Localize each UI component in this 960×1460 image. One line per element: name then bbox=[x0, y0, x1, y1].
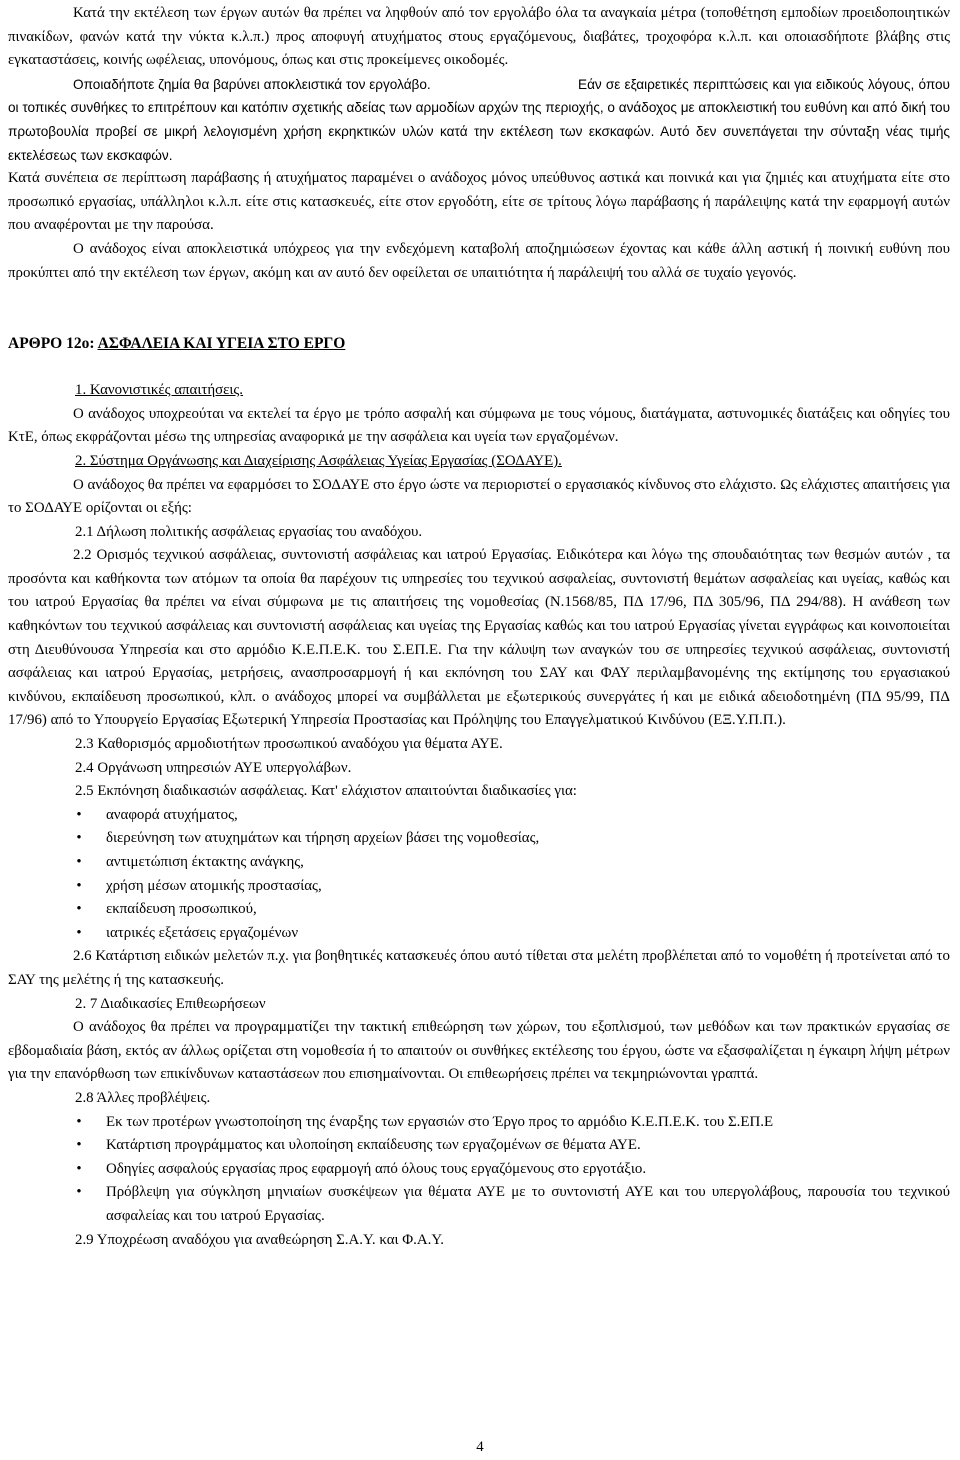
bullet-icon: • bbox=[76, 854, 82, 870]
section-2-7-heading: 2. 7 Διαδικασίες Επιθεωρήσεων bbox=[75, 995, 266, 1012]
section-1-text: Ο ανάδοχος υποχρεούται να εκτελεί τα έργο με τρόπο ασφαλή και σύμφωνα με τους νόμους, διατάγματα, αστυνομικές διατάξεις και οδηγίες του ΚτΕ, όπως εκφράζονται μέσω της υπηρεσίας αναφορικά με την ασφάλεια και υγεία των εργαζομένων. bbox=[8, 405, 950, 446]
paragraph-damage-liability: Οποιαδήποτε ζημία θα βαρύνει αποκλειστικά τον εργολάβο. bbox=[73, 76, 431, 92]
section-2-heading: 2. Σύστημα Οργάνωσης και Διαχείρισης Ασφάλειας Υγείας Εργασίας (ΣΟΔΑΥΕ). bbox=[75, 452, 562, 469]
section-2-7-text: Ο ανάδοχος θα πρέπει να προγραμματίζει την τακτική επιθεώρηση των χώρων, του εξοπλισμού, των μεθόδων και των πρακτικών εργασίας σε εβδομαδιαία βάση, εκτός αν άλλως ορίζεται στη νομοθεσία ή το απαιτούν οι συνθήκες εκτέλεσης του έργου, ώστε να εξασφαλίζεται η έγκαιρη λήψη μέτρων για την επανόρθωση των επικίνδυνων καταστάσεων που επισημαίνονται. Οι επιθεωρήσεις πρέπει να τεκμηριώνονται γραπτά. bbox=[8, 1019, 950, 1083]
bullet-icon: • bbox=[76, 830, 82, 847]
other-provisions-list bbox=[8, 1111, 950, 1229]
paragraph-safety-measures: Κατά την εκτέλεση των έργων αυτών θα πρέπει να ληφθούν από τον εργολάβο όλα τα αναγκαία μέτρα (τοποθέτηση εμποδίων προειδοποιητικών πινακίδων, φανών κατά την νύκτα κ.λ.π.) προς αποφυγή ατυχήματος στους εργαζόμενους, διαβάτες, τροχοφόρα κ.λ.π. και οποιασδήποτε βλάβης στις εγκαταστάσεις, κοινής ωφέλειας, υπονόμους, όπως και στις προκείμενες οικοδομές. bbox=[8, 5, 950, 69]
list-item: • Πρόβλεψη για σύγκληση μηνιαίων συσκέψεων για θέματα ΑΥΕ με το συντονιστή ΑΥΕ και του υπεργολάβους, παρουσία του τεχνικού ασφαλείας και του ιατρού Εργασίας. bbox=[8, 1181, 950, 1228]
list-item: • εκπαίδευση προσωπικού, bbox=[8, 898, 950, 922]
article-title: ΑΣΦΑΛΕΙΑ ΚΑΙ ΥΓΕΙΑ ΣΤΟ ΕΡΓΟ bbox=[97, 335, 346, 353]
section-2-6: 2.6 Κατάρτιση ειδικών μελετών π.χ. για βοηθητικές κατασκευές όπου αυτό τίθεται στα μελέτη προβλέπεται από το νομοθέτη ή προτείνεται από το ΣΑΥ της μελέτης ή της κατασκευής. bbox=[8, 948, 950, 988]
list-item: • Οδηγίες ασφαλούς εργασίας προς εφαρμογή από όλους τους εργαζόμενους στο εργοτάξιο. bbox=[8, 1158, 950, 1182]
list-item: • αναφορά ατυχήματος, bbox=[8, 804, 950, 828]
bullet-icon: • bbox=[76, 901, 82, 918]
page-number: 4 bbox=[476, 1439, 484, 1455]
section-2-5: 2.5 Εκπόνηση διαδικασιών ασφάλειας. Κατ' ελάχιστον απαιτούνται διαδικασίες για: bbox=[75, 783, 577, 800]
paragraph-consequences: Κατά συνέπεια σε περίπτωση παράβασης ή ατυχήματος παραμένει ο ανάδοχος μόνος υπεύθυνος αστικά και ποινικά και για ζημιές και ατυχήματα είτε στο προσωπικό εργασίας, υπάλληλοι κ.λ.π. είτε στις κατασκευές, είτε στον εργοδότη, είτε σε τρίτους λόγω παράβασης ή παράλειψης κατά την εφαρμογή αυτών που αναφέρονται με την παρούσα. bbox=[8, 170, 950, 234]
list-item: • Κατάρτιση προγράμματος και υλοποίηση εκπαίδευσης των εργαζομένων σε θέματα ΑΥΕ. bbox=[8, 1134, 950, 1158]
bullet-icon: • bbox=[76, 1113, 82, 1130]
section-2-3: 2.3 Καθορισμός αρμοδιοτήτων προσωπικού αναδόχου για θέματα ΑΥΕ. bbox=[75, 736, 503, 753]
spacer bbox=[8, 356, 950, 379]
list-item: • ιατρικές εξετάσεις εργαζομένων bbox=[8, 922, 950, 946]
section-2-8-heading: 2.8 Άλλες προβλέψεις. bbox=[75, 1089, 211, 1106]
bullet-icon: • bbox=[76, 924, 82, 941]
bullet-icon: • bbox=[76, 1184, 82, 1201]
section-2-2: 2.2 Ορισμός τεχνικού ασφάλειας, συντονιστή ασφάλειας και ιατρού Εργασίας. Ειδικότερα και λόγω της σπουδαιότητας των θεσμών αυτών , τα προσόντα και καθήκοντα των ατόμων τα οποία θα παρέχουν τις υπηρεσίες του τεχνικού ασφαλείας, συντονιστή θεμάτων ασφαλείας και υγείας, καθώς και του ιατρού Εργασίας θα πρέπει να είναι σύμφωνα με τις απαιτήσεις της νομοθεσίας (Ν.1568/85, ΠΔ 17/96, ΠΔ 305/96, ΠΔ 294/88). Η ανάθεση των καθηκόντων του τεχνικού ασφάλειας και συντονιστή ασφάλειας και υγείας της Εργασίας καθώς και του ιατρού Εργασίας γίνεται εγγράφως και κοινοποιείται στη Διευθύνουσα Υπηρεσία και στο αρμόδιο Κ.Ε.Π.Ε.Κ. του Σ.ΕΠ.Ε. Για την κάλυψη των αναγκών του σε υπηρεσίες τεχνικού ασφάλειας, συντονιστή ασφάλειας και ιατρού Εργασίας, μετρήσεις, ανασπροσαρμογή ή και εκπόνηση του ΣΑΥ και ΦΑΥ περιλαμβανομένης της εκτίμησης του εργασιακού κινδύνου, εκπαίδευση προσωπικού, κλπ. ο ανάδοχος μπορεί να συμβάλλεται με εξωτερικούς συνεργάτες ή και με ειδικά αδειοδοτημένη (ΠΔ 95/99, ΠΔ 17/96) από το Υπουργείο Εργασίας Εξωτερική Υπηρεσία Προστασίας και Πρόληψης του Επαγγελματικού Κινδύνου (ΕΞ.Υ.Π.Π.). bbox=[8, 547, 950, 729]
section-1-heading: 1. Κανονιστικές απαιτήσεις. bbox=[75, 382, 244, 399]
paragraph-explosives: Εάν σε εξαιρετικές περιπτώσεις και για ειδικούς λόγους, όπου οι τοπικές συνθήκες το επιτρέπουν και κατόπιν σχετικής αδείας των αρμοδίων αρχών της περιοχής, ο ανάδοχος με αποκλειστική του ευθύνη και από δική του πρωτοβουλία προβεί σε μικρή λελογισμένη χρήση εκρηκτικών υλών κατά την εκτέλεση των εκσκαφών. Αυτό δεν συνεπάγεται την σύνταξη νέας τιμής εκτελέσεως των εκσκαφών. bbox=[8, 76, 950, 163]
list-item: • χρήση μέσων ατομικής προστασίας, bbox=[8, 875, 950, 899]
section-2-9: 2.9 Υποχρέωση αναδόχου για αναθεώρηση Σ.Α.Υ. και Φ.Α.Υ. bbox=[75, 1231, 444, 1248]
list-item: • Εκ των προτέρων γνωστοποίηση της έναρξης των εργασιών στο Έργο προς το αρμόδιο Κ.Ε.Π.Ε.Κ. του Σ.ΕΠ.Ε bbox=[8, 1111, 950, 1135]
bullet-icon: • bbox=[76, 877, 82, 894]
article-heading bbox=[8, 332, 950, 356]
article-prefix: ΑΡΘΡΟ 12ο: bbox=[8, 335, 98, 353]
spacer bbox=[8, 285, 950, 332]
section-2-4: 2.4 Οργάνωση υπηρεσιών ΑΥΕ υπεργολάβων. bbox=[75, 759, 352, 776]
bullet-icon: • bbox=[76, 1137, 82, 1154]
paragraph-compensation: Ο ανάδοχος είναι αποκλειστικά υπόχρεος για την ενδεχόμενη καταβολή αποζημιώσεων έχοντας και κάθε άλλη αστική ή ποινική ευθύνη που προκύπτει από την εκτέλεση των έργων, ακόμη και αν αυτό δεν οφείλεται σε υπαιτιότητα ή παράλειψή του αλλά σε τυχαίο γεγονός. bbox=[8, 240, 950, 281]
section-2-text: Ο ανάδοχος θα πρέπει να εφαρμόσει το ΣΟΔΑΥΕ στο έργο ώστε να περιοριστεί ο εργασιακός κίνδυνος στο ελάχιστο. Ως ελάχιστες απαιτήσεις για το ΣΟΔΑΥΕ ορίζονται οι εξής: bbox=[8, 476, 950, 517]
bullet-icon: • bbox=[76, 1160, 82, 1177]
list-item: • αντιμετώπιση έκτακτης ανάγκης, bbox=[8, 851, 950, 875]
procedures-list bbox=[8, 804, 950, 946]
section-2-1: 2.1 Δήλωση πολιτικής ασφάλειας εργασίας του αναδόχου. bbox=[75, 523, 423, 540]
list-item: • διερεύνηση των ατυχημάτων και τήρηση αρχείων βάσει της νομοθεσίας, bbox=[8, 827, 950, 851]
bullet-icon: • bbox=[76, 806, 82, 823]
